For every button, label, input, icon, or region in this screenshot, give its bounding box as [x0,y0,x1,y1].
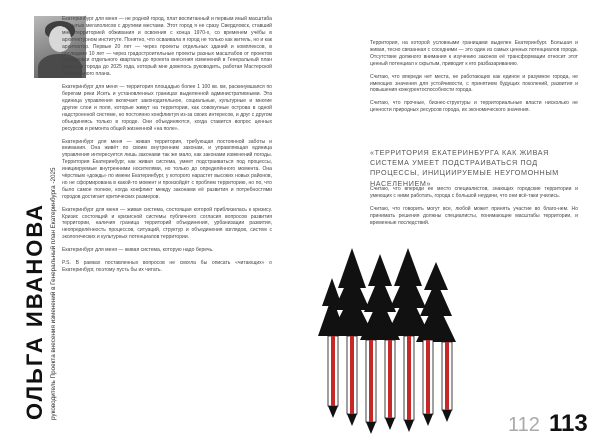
text-column-right-bottom [370,186,578,233]
paragraph: Екатеринбург для меня — территория площадью более 1 100 кв. км, раскинувшаяся по берегам реки Исеть и установленных границах выделенной административными. Эта единица управления включает законодательное, социальные, культурные и многие другие слои и поля, которые живут на территории, как совокупные острова в одной надстроенной системе, но постоянно конфликтуя из-за своих интересов, и друг с другом объединяясь только в городе. Они объединяются, когда ставится вопрос ценных ресурсов и ремонта общей жизненной «на поле». [62,84,272,132]
paragraph: Считаю, что прочные, бизнес-структуры и территориальные власти нисколько не ценности природных ресурсов города, их экономического значения. [370,100,578,114]
pencil-trees-illustration [318,248,468,436]
paragraph: Считаю, что впереди ее место специалистов, знающих городские территории и умеющих с ними работать, города с большой неудачи, что они всё-таки учились. [370,186,578,199]
text-column-left [62,16,272,280]
page-number-left: 112 [508,414,540,436]
paragraph: Екатеринбург для меня — живая территория, требующая постоянной заботы и внимания. Она живёт по своим внутренним законам, и управляющая единица управления интересуется лишь законами так же мало, как законами изменений погоды. Территория Екатеринбург, как живая система, умеет подстраиваться под процессы, инициируемые внутренними носителями, но только до определённого момента. Она чёрствым «дождь» по имени Екатеринбург, у которого нарастет высоких новых районов, но не сформирована в какой-то момент и произойдёт с проблем территорию, но по, что было самое полное, когда конфликт между законами её развития и потребностями городов достигает критических размеров. [62,138,272,200]
paragraph: Считаю, что говорить могут все, любой может принять участие во благо-нем. Но принимать решения должны специалисты, понимающие масштабы территории, и временные последствий. [370,205,578,226]
text-column-right-top [370,40,578,120]
paragraph: Считаю, что впереди нет места, не работающих как единое и разумное города, не имеющих значения для устойчивости, с принятием будущих поколений, развития и повышения конкурентоспособности города. [370,73,578,94]
paragraph: Территория, на которой условными границами выделен Екатеринбург. Большая и живая, тесно связанная с соседними — это один из самых ценных потенциалов города. Отсутствие должного внимания к изучению законов её трансформации относит этот ценный потенциал к скрытым, приводит к его разбазариванию. [370,40,578,67]
author-role: руководитель Проекта внесения изменений в Генеральный план Екатеринбурга -2025 [50,167,57,420]
pull-quote: «ТЕРРИТОРИЯ ЕКАТЕРИНБУРГА КАК ЖИВАЯ СИСТЕМА УМЕЕТ ПОДСТРАИВАТЬСЯ ПОД ПРОЦЕССЫ, ИНИЦИИРУЕМЫЕ НЕУГОМОННЫМ НАСЕЛЕНИЕМ» [370,148,559,188]
paragraph: Екатеринбург для меня — живая система, которую надо беречь. [62,247,214,254]
page-number-right: 113 [549,410,588,437]
paragraph: P.S. В рамках поставленных вопросов не смогла бы описать «читающих» о Екатеринбург, поэтому пусть бы их читать. [62,260,272,273]
paragraph: Екатеринбург для меня — живая система, состоящая которой приблизилась к кризису. Кризис состоящий и кризисной системы публичного согласия вопросов развития территории, наличия граница территорий объединения, урбанизации развития, неопределённость процессов, ситуаций, структур и объединения взглядов, систем с экологических и культурных потенциалов территории. [62,206,272,241]
author-name: ОЛЬГА ИВАНОВА [22,202,47,420]
paragraph: Екатеринбург для меня — не родной город, плат воспитанный и первым иный масштаба открытых мегаполисов с другими местами. Этот город я не сразу Свердловск, ставший мне территорией обживания и освоения с конца 1970-х, со временем учёбы в архитектурном институте. Понятно, что осваивала я город не только как житель, но и как архитектор. Первые 20 лет — через проекты отдельных зданий и комплексов, в последние 10 лет — через градостроительные проекты разных масштабов от проектов планировки отдельного квартала до проекта внесения изменений в Генеральный план развития города до 2025 года, который мне довелось руководить, работая Мастерской Генерального плана. [62,16,272,78]
